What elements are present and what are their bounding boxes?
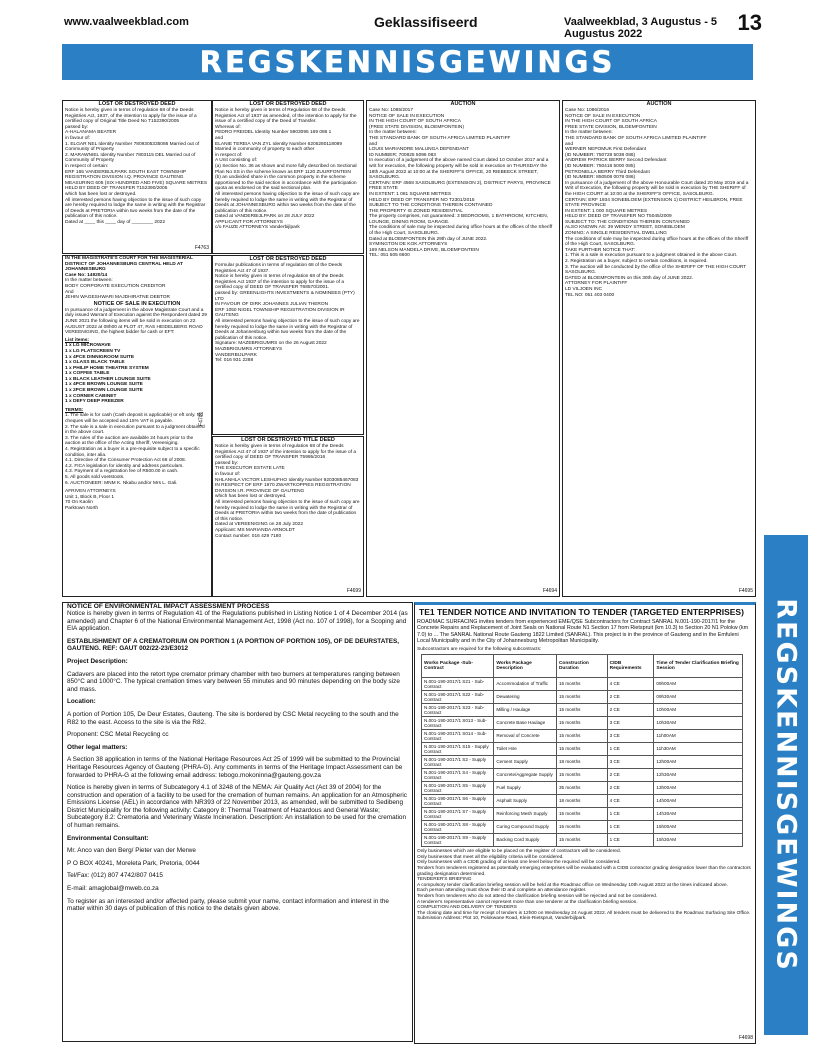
tender-notes — [415, 849, 755, 922]
notice-line: BODY CORPORATE EXECUTION CREDITOR — [65, 283, 166, 289]
table-cell: 2 CE — [607, 704, 654, 717]
table-cell: N.001-190-2017/1 S21 - Sub-Contract — [422, 678, 494, 691]
table-cell: 3 CE — [607, 717, 654, 730]
notice-line: TEL NO: 051 403 0400 — [565, 292, 615, 298]
notice-body — [563, 108, 755, 298]
notice-line: NOTICE OF SALE IN EXECUTION — [369, 113, 445, 119]
table-cell: 2 CE — [607, 769, 654, 782]
notice-line: 1. This is a sale in execution pursuant to a judgment obtained in the above Court. — [565, 253, 738, 259]
notice-line: which has been lost or destroyed. — [65, 191, 137, 197]
terms-list — [63, 413, 211, 486]
notice-line: ERF 165 VANDERBIJLPARK SOUTH EAST TOWNSHIP REGISTRATION DIVISION I.Q. PROVINCE GAUTENG — [65, 169, 187, 181]
table-cell: N.001-190-2017/1 S23 - Sub-Contract — [422, 704, 494, 717]
notice-paragraph: Project Description: — [67, 657, 128, 665]
notice-paragraph: Environmental Consultant: — [67, 834, 149, 842]
table-cell: 1 CE — [607, 834, 654, 847]
notice-line: IN THE HIGH COURT OF SOUTH AFRICA — [369, 119, 461, 125]
notice-line: 70 On Kaolin — [65, 500, 93, 506]
table-cell: Cement Supply — [494, 756, 557, 769]
table-cell: 2 CE — [607, 782, 654, 795]
notice-line: 4.2. FICA legislation for identity and address particulars. — [65, 463, 184, 469]
table-row — [422, 743, 743, 756]
table-cell: 15 months — [556, 743, 607, 756]
table-cell: N.001-190-2017/1 S22 - Sub-Contract — [422, 691, 494, 704]
table-cell: 1 CE — [607, 821, 654, 834]
notice-line: Dated at ____ this ____ day of ________ 2022 — [65, 219, 166, 225]
notice-line: A Unit consisting of: — [215, 158, 258, 164]
notice-line: (ID NUMBER: 750418 5000 085) — [565, 163, 636, 169]
notice-auction-1 — [366, 100, 560, 597]
table-cell: 15 months — [556, 678, 607, 691]
notice-line: HELD BY DEED OF TRANSFER T152390/2005 — [65, 186, 168, 192]
notice-line: Only businesses which are eligible to be placed on the register of contractors will be considered. — [417, 849, 621, 855]
notice-line: 169 NELSON MANDELA DRIVE, BLOEMFONTEIN — [369, 247, 479, 253]
notice-line: SUBJECT TO: THE CONDITIONS THEREIN CONTAINED — [565, 219, 690, 225]
notice-paragraph: Notice is hereby given in terms of Subcategory 4.1 of 3248 of the NEMA: Air Quality Act (Act 39 of 2004) for the construction and operation of a facility to be used for the cremation of human remains. An application for an Atmospheric Emissions License (AEL) in accordance with NR393 of 22 November 2013, as amended, will be submitted to Sedibeng District Municipality for the following activity: Category 8: Thermal Treatment of Hazardous and General Waste; Subcategory 8.2: Crematoria and Veterinary Waste Incineration. Description: An installation to be used for the cremation of human remains. — [67, 784, 407, 830]
notice-line: TEL: 051 505 6600 — [369, 253, 410, 259]
notice-line: Notice is hereby given in terms of Regulation 68 of the Deeds Registries Act of 1937 as amended, of the intention to apply for the issue of a certified copy of the Deed of Transfer. — [215, 108, 357, 125]
notice-auction-2 — [562, 100, 756, 597]
notice-paragraphs — [63, 610, 412, 913]
table-header-cell: Works Package Description — [494, 655, 557, 678]
notice-line: APPLICANT FOR ATTORNEYS — [215, 219, 283, 225]
table-row — [422, 769, 743, 782]
notice-line: Case No: 14920/14 — [65, 272, 108, 278]
section-title: Geklassifiseerd — [374, 14, 478, 30]
table-cell: N.001-190-2017/1 S8 - Supply Contract — [422, 821, 494, 834]
notice-line: TAKE FURTHER NOTICE THAT: — [565, 247, 636, 253]
notice-line: 6. AUCTIONEER: MNM K. Nkabu and/or Mrs L. Gali. — [65, 480, 178, 486]
table-cell: 1 CE — [607, 808, 654, 821]
table-cell: N.001-190-2017/1 S9 - Supply Contract — [422, 834, 494, 847]
table-cell: Backing Cord Supply — [494, 834, 557, 847]
notice-line: and — [215, 135, 224, 141]
notice-line: 1 x CORNER CABINET — [65, 393, 117, 399]
notice-paragraph: A portion of Portion 105, De Deur Estates, Gauteng. The site is bordered by CSC Metal recycling to the south and the R82 to the east. Access to the site is via the R82. — [67, 710, 399, 726]
notice-line: 1 x BLACK LEATHER LOUNGE SUITE — [65, 376, 151, 382]
notice-line: CERTAIN: ERF 1934 SONEBLOEM (EXTENSION 1) DISTRICT HEILBRON, FREE STATE PROVINCE — [565, 197, 743, 209]
table-row — [422, 821, 743, 834]
notice-line: c/o FAUZE ATTORNEYS Vanderbijlpark — [215, 225, 300, 231]
notice-line: (a) Section No. 36 as shown and more fully described on Sectional Plan No SS in the scheme known as ERF 1120 ZUURFONTEIN — [215, 163, 357, 175]
notice-line: In the matter between: — [565, 130, 613, 136]
ref-code: F4763 — [194, 245, 209, 252]
notice-line: Formular publications in terms of regulation 68 of the Deeds Registries Act 47 of 1937. — [215, 263, 343, 274]
notice-line: MEASURING 605 (SIX HUNDRED AND FIVE) SQUARE METRES — [65, 180, 208, 186]
notice-line: and — [369, 141, 378, 147]
section-banner — [62, 44, 753, 80]
side-banner — [764, 535, 808, 1035]
table-row — [422, 704, 743, 717]
notice-line: In the matter between: — [65, 278, 113, 284]
table-cell: 12h00AM — [654, 756, 743, 769]
notice-body — [213, 444, 363, 539]
notice-body — [213, 263, 363, 364]
sale-title: NOTICE OF SALE IN EXECUTION — [93, 300, 181, 307]
notice-line: The conditions of sale may be inspected during office hours at the offices of the Sheriff of the High Court, SASOLBURG. — [369, 225, 553, 237]
ref-code: F4699 — [346, 588, 361, 595]
notice-line: ZONING: A SINGLE RESIDENTIAL DWELLING — [565, 231, 667, 237]
table-cell: N.001-190-2017/1 S4 - Supply Contract — [422, 769, 494, 782]
notice-line: ANDREW PATRICK BERRY Second Defendant — [565, 158, 667, 164]
notice-line: (ID NUMBER: 850508 0078 086) — [565, 175, 636, 181]
notice-line: ALSO KNOWN AS: 39 WENDY STREET, SONEBLOEM — [565, 225, 685, 231]
notice-line: ELANIE TEREIA VAN ZYL Identity Number 6205280118089 — [215, 141, 343, 147]
sale-items — [63, 343, 211, 405]
table-cell: Asphalt Supply — [494, 795, 557, 808]
notice-tender — [414, 602, 756, 1044]
list-title: List items: — [65, 337, 89, 343]
notice-line: PEDRO FREIDEL Identity Number 5903095 169 086 1 — [215, 130, 332, 136]
notice-body — [213, 108, 363, 231]
tender-intro: ROADMAC SURFACING invites tenders from experienced EME/QSE Subcontractors for Contract SANRAL N.001-190-2017/1 for the Concrete Repairs and Replacement of Joint Seals on National Route N1 Section 17 from Rietspruit (km 10.3) to Section 20 N1 Polokw (km 7.0) to ... The SANRAL National Route Gauteng 1822 Limited (SANRAL). This project is in the province of Gauteng and in the Emfuleni Local Municipality and in the City of Johannesburg Metropolitan Municipality. — [417, 619, 749, 645]
notice-line: Dated at VEREENIGING on 28 July 2022 — [215, 522, 303, 528]
notice-line: LOUIS MARIANDRE MALUNGA DEFENDANT — [369, 147, 469, 153]
table-cell: 15 months — [556, 808, 607, 821]
notice-line: All interested persons having objection to the issue of such copy are hereby required to lodge the same in writing with the Registrar of Deeds at PRETORIA within two weeks from the date of the publication of this notice. — [65, 197, 206, 220]
table-cell: 15 months — [556, 834, 607, 847]
notice-body — [367, 108, 559, 259]
table-cell: 12h30AM — [654, 769, 743, 782]
table-cell: 2 CE — [607, 691, 654, 704]
notice-line: IN THE MAGISTRATE'S COURT FOR THE MAGISTERIAL DISTRICT OF JOHANNESBURG CENTRAL HELD AT JOHANNESBURG — [65, 256, 193, 273]
notice-line: Notice is hereby given in terms of regulation 68 of the Deeds Registries Act 1937 of the intention to apply for the issue of a certified copy of DEED OF TRANSFER T68570/2001. — [215, 274, 345, 291]
table-cell: N.001-190-2017/1 S5 - Supply Contract — [422, 782, 494, 795]
table-cell: 1 CE — [607, 743, 654, 756]
notice-paragraph: Cadavers are placed into the retort type cremator primary chamber with two burners at temperatures ranging between 850°C and 1000°C. The typical cremation times vary between 55 minutes and 90 minutes depending on the body size and mass. — [67, 670, 400, 693]
table-cell: Removal of Concrete — [494, 730, 557, 743]
notice-line: AFRIVEN ATTORNEYS — [65, 489, 116, 495]
notice-paragraph: Proponent: CSC Metal Recycling cc — [67, 731, 169, 739]
notice-line: The property comprises, not guaranteed: 3 BEDROOMS, 1 BATHROOM, KITCHEN, LOUNGE, DINING ROOM, GARAGE. — [369, 214, 549, 225]
table-header-row — [422, 655, 743, 678]
table-cell: 10h30AM — [654, 717, 743, 730]
table-row — [422, 730, 743, 743]
table-cell: 15 months — [556, 730, 607, 743]
notice-line: THE EXECUTOR ESTATE LATE — [215, 466, 285, 472]
notice-line: (ID NUMBER: 750728 5038 086) — [565, 152, 636, 158]
table-cell: N.001-190-2017/1 S2 - Supply Contract — [422, 756, 494, 769]
table-cell: 15 months — [556, 717, 607, 730]
notice-line: A-HALANAMA BEATER — [65, 130, 117, 136]
notice-line: 1 x LG MICROWAVE — [65, 343, 111, 349]
sale-text: In pursuance of a judgement in the above Magistrate Court and a duly issued Warrant of Execution against the Respondent dated 29 JUNE 2021 the following items will be sold in execution on 22 AUGUST 2022 at 08h00 at PLOT 47, RAS HEIDELBERG ROAD VEREENIGING, the highest bidder for cash or EFT: — [65, 307, 207, 336]
notice-line: FREE STATE DIVISION, BLOEMFONTEIN — [565, 124, 657, 130]
tender-title: TE1 TENDER NOTICE AND INVITATION TO TENDER (TARGETED ENTERPRISES) — [419, 607, 751, 617]
table-body — [422, 678, 743, 847]
notice-line: 2. Registration as a buyer, subject to certain conditions, is required. — [565, 259, 708, 265]
notice-paragraph: Other legal matters: — [67, 743, 128, 751]
tender-sub-intro: Subcontractors are required for the following subcontracts: — [417, 646, 542, 652]
notice-paragraph: P O BOX 40241, Moreleta Park, Pretoria, 0044 — [67, 859, 200, 867]
table-cell: Concrete Base Haulage — [494, 717, 557, 730]
table-cell: Curing Compound Supply — [494, 821, 557, 834]
notice-line: LD VILJOEN INC — [565, 287, 603, 292]
notice-line: Applicant: MS MARIANDA ARNOLDT — [215, 527, 295, 533]
table-cell: 3 CE — [607, 756, 654, 769]
notice-line: 5. All goods sold voetstoots. — [65, 474, 125, 480]
notice-line: SYMINGTON DE KOK ATTORNEYS — [369, 242, 448, 248]
notice-line: 3. The auction will be conducted by the office of the SHERIFF OF THE HIGH COURT SASOLBURG. — [565, 264, 747, 276]
notice-line: SUBJECT TO THE CONDITIONS THEREIN CONTAINED — [369, 203, 493, 209]
table-cell: 15h00AM — [654, 821, 743, 834]
notice-line: (FREE STATE DIVISION, BLOEMFONTEIN) — [369, 124, 464, 130]
notice-line: JEHIN WAGESHWARI MAJDHIRATNE DEBTOR — [65, 295, 171, 301]
table-row — [422, 756, 743, 769]
ref-code: F4695 — [738, 588, 753, 595]
notice-title: LOST OR DESTROYED TITLE DEED — [241, 437, 335, 443]
table-cell: 15 months — [556, 769, 607, 782]
notice-environmental-impact — [62, 602, 413, 1042]
notice-line: Submission Address: Plot 10, Polokwane Road, Klein-Rietspruit, Vanderbijlpark. — [417, 916, 587, 922]
notice-title: LOST OR DESTROYED DEED — [249, 256, 327, 262]
notice-line: DATED at BLOEMFONTEIN on this 30th day of JUNE 2022. — [565, 275, 694, 281]
notice-line: Tenders from tenderers registered as potentially emerging enterprises will be evaluated with a CIDB contractor grading designation lower than the contractors grading designation determined. — [417, 866, 751, 877]
notice-line: passed by: GREENLIGHTS INVESTMENTS & NOMINEES (PTY) LTD — [215, 290, 355, 302]
notice-line: (b) an undivided share in the common property in the scheme apportioned to the said section in accordance with the participation quota as endorsed on the said sectional plan. — [215, 175, 357, 192]
notice-line: WERNER NEPOMUK First Defendant — [565, 147, 647, 153]
table-cell: 35 months — [556, 782, 607, 795]
notice-lost-deed-1 — [62, 100, 212, 254]
notice-line: Tel: 016 931 2288 — [215, 358, 254, 364]
table-header-cell: CIDB Requirements — [607, 655, 654, 678]
notice-paragraph: To register as an interested and/or affected party, please submit your name, contact information and interest in the matter within 30 days of publication of this notice to the details given above. — [67, 897, 389, 913]
notice-line: CERTAIN: ERF 4568 SASOLBURG (EXTENSION 2), DISTRICT PARYS, PROVINCE FREE STATE — [369, 180, 551, 192]
notice-line: IN RESPECT OF ERF 1970 ZWARTKOPPIES REGISTRATION DIVISION I.R. PROVINCE OF GAUTENG — [215, 483, 351, 494]
notice-line: THE STANDARD BANK OF SOUTH AFRICA LIMITED PLAINTIFF — [565, 135, 707, 141]
notice-line: Tenders from tenderers who do not attend the clarification briefing session will be rejected and not be considered. — [417, 893, 658, 899]
ref-code: F4701 — [198, 411, 205, 426]
notice-paragraph: Mr. Anco van den Berg/ Pieter van der Merwe — [67, 847, 196, 855]
table-row — [422, 808, 743, 821]
notice-lost-deed-2 — [212, 100, 364, 254]
table-cell: 14h00AM — [654, 795, 743, 808]
notice-line: which has been lost or destroyed. — [215, 494, 287, 500]
notice-title: NOTICE OF ENVIRONMENTAL IMPACT ASSESSMENT PROCESS — [67, 603, 270, 610]
notice-line: in favour of: — [65, 135, 91, 141]
court-parties — [63, 278, 211, 300]
notice-line: 1 x 4PCE DINNIGROOM SUITE — [65, 354, 135, 360]
table-cell: 14h30AM — [654, 808, 743, 821]
site-url[interactable]: www.vaalweekblad.com — [64, 16, 189, 28]
notice-lost-title-deed — [212, 436, 364, 597]
notice-line: In pursuance of a judgement of the above Honourable Court dated 20 May 2019 and a Writ of Execution, the following property will be sold in execution by THE SHERIFF of the HIGH COURT at 10:00 at the SHERIFF'S OFFICE, SASOLBURG. — [565, 180, 749, 197]
notice-line: IN THE HIGH COURT OF SOUTH AFRICA — [565, 119, 657, 125]
notice-line: 2. MARAWNIEL Identity Number 7803115 DEL Married out of Community of Property — [65, 152, 196, 164]
notice-title: AUCTION — [646, 101, 672, 107]
table-cell: 18 months — [556, 795, 607, 808]
table-cell: 3 CE — [607, 730, 654, 743]
notice-line: NHLANHLA VICTOR LESHUFHO Identity Number 9203085467083 — [215, 477, 359, 483]
table-row — [422, 678, 743, 691]
notice-line: Contact number: 016 429 7180 — [215, 533, 282, 539]
table-row — [422, 795, 743, 808]
table-cell: Toilet Hire — [494, 743, 557, 756]
notice-line: A tenderer's representative cannot represent more than one tenderer at the clarification briefing session. — [417, 899, 638, 905]
notice-line: passed by: — [215, 460, 239, 466]
notice-title: LOST OR DESTROYED DEED — [249, 101, 327, 107]
notice-line: 1. The sale is for cash (Cash deposit is applicable) or eft only. No cheques will be accepted and 15% VAT is payable. — [65, 413, 203, 425]
notice-line: THE PROPERTY IS ZONED RESIDENTIAL — [369, 208, 463, 214]
notice-line: In the matter between: — [369, 130, 417, 136]
notice-line: 2. The sale is a sale in execution pursuant to a judgment obtained in the above court. — [65, 424, 205, 436]
notice-line: COMPLETION AND DELIVERY OF TENDERS — [417, 905, 517, 911]
notice-line: ERF 1050 NIGEL TOWNSHIP REGISTRATION DIVISION IR GAUTENG — [215, 307, 345, 319]
notice-line: and — [565, 141, 574, 147]
notice-line: MAZIBRIGUMRS ATTORNEYS — [215, 346, 283, 352]
notice-line: Dated at BLOEMFONTEIN this 29th day of JUNE 2022. — [369, 236, 488, 242]
notice-title: AUCTION — [450, 101, 476, 107]
table-cell: 15 months — [556, 704, 607, 717]
table-header-cell: Works Package -Sub-Contract — [422, 655, 494, 678]
notice-body — [63, 108, 211, 225]
notice-line: Only businesses that meet all the eligibility criteria will be considered. — [417, 854, 564, 860]
table-cell: 15 months — [556, 691, 607, 704]
notice-line: All interested persons having objection to the issue of such copy are hereby required to lodge the same in writing with the Registrar of Deeds at Johannesburg within two weeks from the date of the publication of this notice. — [215, 318, 360, 341]
notice-line: in favour of: — [215, 471, 241, 477]
notice-line: And — [65, 289, 74, 295]
terms-title: TERMS: — [65, 407, 84, 413]
notice-paragraph: A Section 38 application in terms of the National Heritage Resources Act 25 of 1999 will be submitted to the Provincial Heritage Resources Agency of Gauteng (PHRA-G). Any comments in terms of the Heritage Impact Assessment can be forwarded to PHRA-G at the following email address: tebogo.mokoninna@gauteng.gov.za — [67, 756, 403, 779]
ref-code: F4694 — [542, 588, 557, 595]
notice-magistrate-court — [62, 255, 212, 597]
notice-lost-deed-3 — [212, 255, 364, 435]
table-header-cell: Time of Tender Clarification Briefing Session — [654, 655, 743, 678]
table-row — [422, 834, 743, 847]
notice-line: 4.1. Directive of the Consumer Protection Act 68 of 2008. — [65, 458, 187, 464]
court-heading — [63, 256, 211, 278]
side-banner-text: REGSKENNISGEWINGS — [770, 598, 802, 972]
notice-line: All interested persons having objection to the issue of such copy are hereby required to lodge the same in writing with the Registrar of Deeds at PRETORIA within two weeks from the date of publication of this notice. — [215, 499, 360, 522]
notice-line: NOTICE OF SALE IN EXECUTION — [565, 113, 641, 119]
table-header-cell: Construction Duration — [556, 655, 607, 678]
notice-line: IN EXTENT: 1 081 SQUARE METRES — [369, 191, 452, 197]
notice-line: Notice is hereby given in terms of regulation 68 of the Deeds Registries Act, 1937, of the intention to apply for the issue of a certified copy of Original Title Deed No T152390/2005 — [65, 108, 197, 125]
notice-line: in respect of: — [215, 152, 243, 158]
notice-line: in respect of certain: — [65, 163, 109, 169]
notice-line: HELD BY: DEED OF TRANSFER NO T5045/2009 — [565, 214, 672, 220]
table-row — [422, 717, 743, 730]
notice-line: TENDERER'S BRIEFING — [417, 877, 472, 883]
table-cell: N.001-190-2017/1 S15 - Supply Contract — [422, 743, 494, 756]
ref-code: F4698 — [738, 1035, 753, 1042]
notice-line: Whereas of: — [215, 124, 241, 130]
table-cell: 09h00AM — [654, 678, 743, 691]
notice-line: All interested persons having objection to the issue of such copy are hereby required to lodge the same in writing with the Registrar of Deeds at JOHANNESBURG within two weeks from the date of the publication of this notice. — [215, 191, 360, 214]
table-cell: Concrete/Aggregate Supply — [494, 769, 557, 782]
notice-line: Signature: MAZEBRIGUMRS on the 26 August 2022 — [215, 341, 327, 347]
notice-line: The conditions of sale may be inspected during office hours at the offices of the Sheriff of the High Court, SASOLBURG. — [565, 236, 749, 248]
table-cell: 15 months — [556, 821, 607, 834]
notice-line: 1 x 4PCE BROWN LOUNGE SUITE — [65, 382, 143, 388]
notice-line: VANDERBIJLPARK — [215, 352, 257, 358]
notice-line: ATTORNEY FOR PLAINTIFF — [565, 281, 628, 287]
notice-line: 3. The rules of the auction are available 24 hours prior to the auction at the office of the Acting Sheriff, Vereeniging. — [65, 435, 194, 447]
subcontract-table — [421, 654, 743, 847]
notice-line: A compulsory tender clarification briefing session will be held at the Roadmac office on Wednesday 10th August 2022 at the times indicated above. — [417, 882, 729, 888]
notice-line: passed by: — [65, 124, 89, 130]
notice-line: Parktown North — [65, 505, 99, 511]
notice-line: 1. ELGAR NEL Identity Number 7809305335086 Married out of Community of Property — [65, 141, 200, 153]
notice-line: The closing date and time for receipt of tenders is 12h00 on Wednesday 24 August 2022. All tenders must be delivered to the Roadmac Surfacing Site Office. — [417, 910, 751, 916]
notice-paragraph: E-mail: amaglobal@mweb.co.za — [67, 885, 159, 893]
banner-text: REGSKENNISGEWINGS — [199, 45, 616, 79]
notice-line: Notice is hereby given in terms of regulation 68 of the Deeds Registries Act 47 of 1937 of the intention to apply for the issue of a certified copy of DEED OF TRANSFER T5995/2016 — [215, 444, 357, 461]
notice-line: 1 x LG FLATSCREEN TV — [65, 348, 121, 354]
table-cell: 4 CE — [607, 678, 654, 691]
page-header — [64, 10, 762, 40]
table-cell: N.001-190-2017/1 S6 - Supply Contract — [422, 795, 494, 808]
notice-line: 1 x DEFY DEEP FREEZER — [65, 399, 124, 405]
table-cell: 09h30AM — [654, 691, 743, 704]
notice-line: 1 x GLASS BLACK TABLE — [65, 360, 125, 366]
notice-line: IN FAVOUR OF DIRK JOHANNES JULIAN THERON — [215, 302, 329, 308]
notice-line: 1 x PHILIP HOME THEATRE SYSTEM — [65, 365, 149, 371]
table-cell: N.001-190-2017/1 S014 - Sub-Contract — [422, 730, 494, 743]
notice-paragraph: Tel/Fax: (012) 807 4742/807 0415 — [67, 872, 163, 880]
notice-line: IN EXTENT: 1 000 SQUARE METRES — [565, 208, 648, 214]
table-cell: Dewatering — [494, 691, 557, 704]
notice-line: ID NUMBER: 700825 5096 083 — [369, 152, 436, 158]
table-cell: N.001-190-2017/1 S013 - Sub-Contract — [422, 717, 494, 730]
notice-line: THE STANDARD BANK OF SOUTH AFRICA LIMITED PLAINTIFF — [369, 135, 511, 141]
table-cell: Accommodation of Traffic — [494, 678, 557, 691]
table-row — [422, 691, 743, 704]
notice-line: Case No: 1085/2017 — [369, 108, 414, 113]
attorney-signature — [63, 489, 211, 511]
issue-date: Vaalweekblad, 3 Augustus - 5 Augustus 2022 — [564, 16, 718, 40]
notice-paragraph: Location: — [67, 698, 96, 706]
table-cell: 10h00AM — [654, 704, 743, 717]
table-cell: 11h00AM — [654, 730, 743, 743]
notice-line: 1 x COFFEE TABLE — [65, 371, 110, 377]
notice-line: Dated at VANDERBIJLPARK on 28 JULY 2022 — [215, 214, 315, 220]
notice-title: LOST OR DESTROYED DEED — [98, 101, 176, 107]
table-cell: Fuel Supply — [494, 782, 557, 795]
notice-paragraph: Notice is hereby given in terms of Regulation 41 of the Regulations published in Listing Notice 1 of 4 December 2014 (as amended) and Chapter 6 of the National Environmental Management Act, 1998 (Act no. 107 of 1998), for a Scoping and EIA application. — [67, 610, 408, 633]
page-number: 13 — [737, 10, 762, 35]
notice-line: Unit 1, Block B, Floor 1 — [65, 494, 115, 500]
notice-line: HELD BY DEED OF TRANSFER NO T2301/2015 — [369, 197, 475, 203]
table-cell: 4 CE — [607, 795, 654, 808]
notice-line: Case No: 1086/2016 — [565, 108, 610, 113]
notice-line: 4.3. Payment of a registration fee of R500.00 in cash. — [65, 469, 179, 475]
table-cell: Reinforcing Mesh Supply — [494, 808, 557, 821]
table-cell: 11h30AM — [654, 743, 743, 756]
table-cell: Milling / Haulage — [494, 704, 557, 717]
table-cell: N.001-190-2017/1 S7 - Supply Contract — [422, 808, 494, 821]
notice-paragraph: ESTABLISHMENT OF A CREMATORIUM ON PORTION 1 (A PORTION OF PORTION 105), OF DE DEURSTATES, GAUTENG. REF: GAUT 002/22-23/E3012 — [67, 637, 400, 653]
notice-line: 1 x 2PCE BROWN LOUNGE SUITE — [65, 388, 143, 394]
notice-line: 4. Registration as a buyer is a pre-requisite subject to a specific condition, inter alia. — [65, 447, 200, 458]
table-row — [422, 782, 743, 795]
notice-line: Each person attending must show their ID and complete an attendance register. — [417, 888, 587, 894]
table-cell: 18 months — [556, 756, 607, 769]
notice-line: Married in community of property to each other — [215, 147, 315, 153]
table-cell: 15h30AM — [654, 834, 743, 847]
notice-line: Only businesses with a CIDB grading of at least one level below the required will be considered. — [417, 860, 621, 866]
notice-line: PETRONELLA BERRY Third Defendant — [565, 169, 650, 175]
notice-line: In execution of a judgement of the above named Court dated 10 October 2017 and a writ for execution, the following property will be sold in execution on THURSDAY the 18th August 2022 at 10:00 at the SHERIFF'S OFFICE, 20 RIEBEECK STREET, SASOLBURG. — [369, 158, 549, 181]
table-cell: 13h00AM — [654, 782, 743, 795]
